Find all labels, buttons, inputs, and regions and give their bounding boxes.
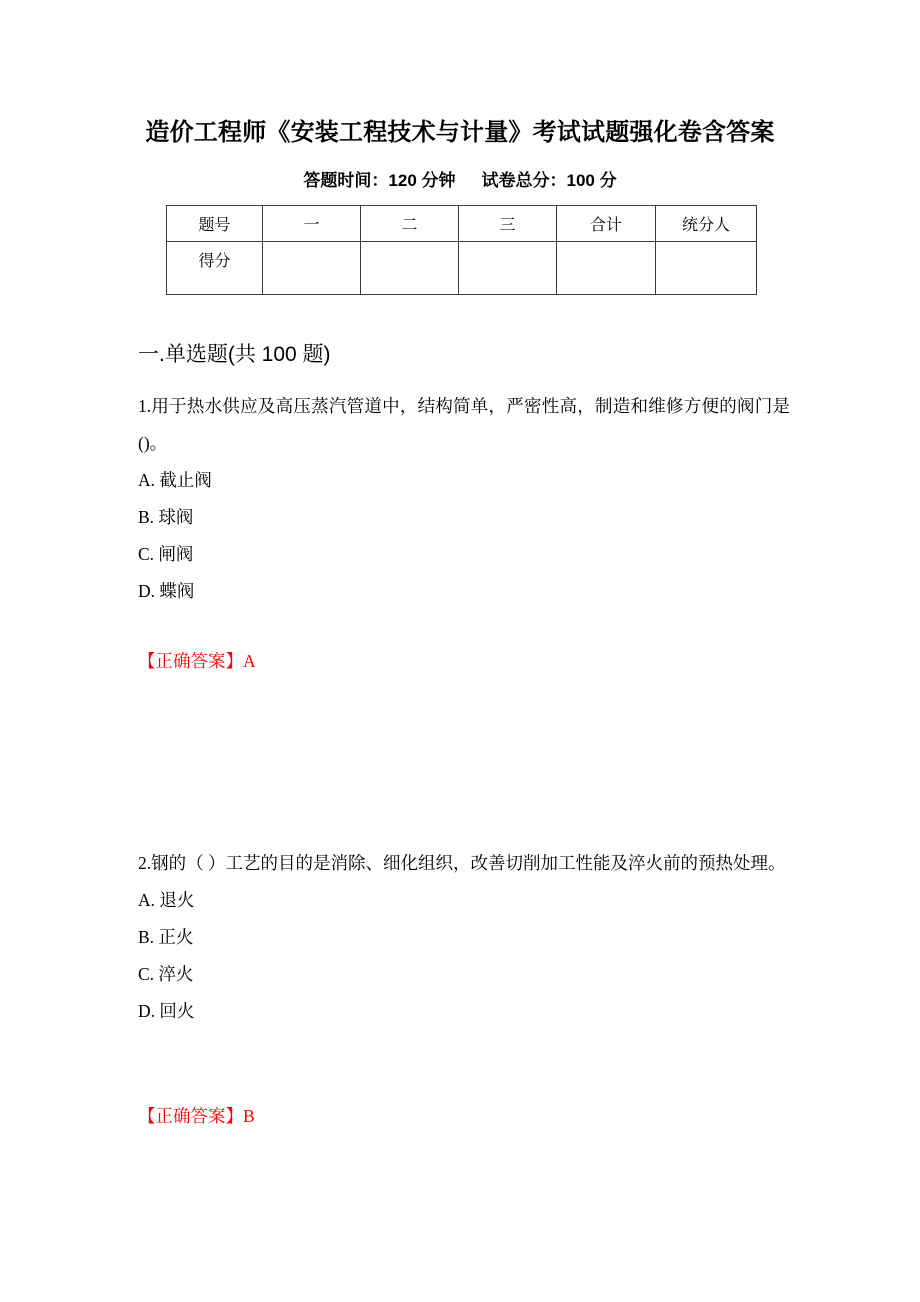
question-options (138, 882, 790, 1030)
score-table-header-cell: 合计 (557, 206, 656, 242)
score-table-header-cell: 题号 (167, 206, 263, 242)
option-c[interactable]: C. 淬火 (138, 964, 194, 984)
table-row (167, 206, 757, 242)
score-table (166, 205, 757, 295)
score-table-header-cell: 统分人 (656, 206, 757, 242)
option-b[interactable]: B. 球阀 (138, 507, 194, 527)
table-row (167, 242, 757, 295)
score-cell-total[interactable] (557, 242, 656, 295)
score-table-header-cell: 一 (263, 206, 361, 242)
option-c[interactable]: C. 闸阀 (138, 544, 194, 564)
question-stem: 1.用于热水供应及高压蒸汽管道中，结构简单，严密性高，制造和维修方便的阀门是()。 (138, 396, 790, 453)
question-block-2 (138, 845, 790, 1030)
score-table-header-cell: 二 (361, 206, 459, 242)
option-a[interactable]: A. 退火 (138, 890, 195, 910)
score-cell-3[interactable] (459, 242, 557, 295)
option-b[interactable]: B. 正火 (138, 927, 194, 947)
option-d[interactable]: D. 蝶阀 (138, 581, 195, 601)
correct-answer-2: 【正确答案】B (138, 1106, 255, 1126)
page-title: 造价工程师《安装工程技术与计量》考试试题强化卷含答案 (145, 119, 775, 146)
total-score-label: 试卷总分：100 分 (481, 171, 617, 190)
answer-time-label: 答题时间：120 分钟 (303, 171, 456, 190)
score-cell-grader[interactable] (656, 242, 757, 295)
option-d[interactable]: D. 回火 (138, 1001, 195, 1021)
score-cell-1[interactable] (263, 242, 361, 295)
score-table-row-label: 得分 (167, 242, 263, 295)
question-options (138, 462, 790, 610)
correct-answer-1: 【正确答案】A (138, 651, 256, 671)
question-stem: 2.钢的（ ）工艺的目的是消除、细化组织，改善切削加工性能及淬火前的预热处理。 (138, 853, 786, 873)
exam-meta-line (0, 169, 920, 193)
question-block-1 (138, 388, 790, 610)
score-table-header-cell: 三 (459, 206, 557, 242)
section-heading-single-choice: 一.单选题(共 100 题) (138, 343, 331, 366)
score-cell-2[interactable] (361, 242, 459, 295)
option-a[interactable]: A. 截止阀 (138, 470, 212, 490)
